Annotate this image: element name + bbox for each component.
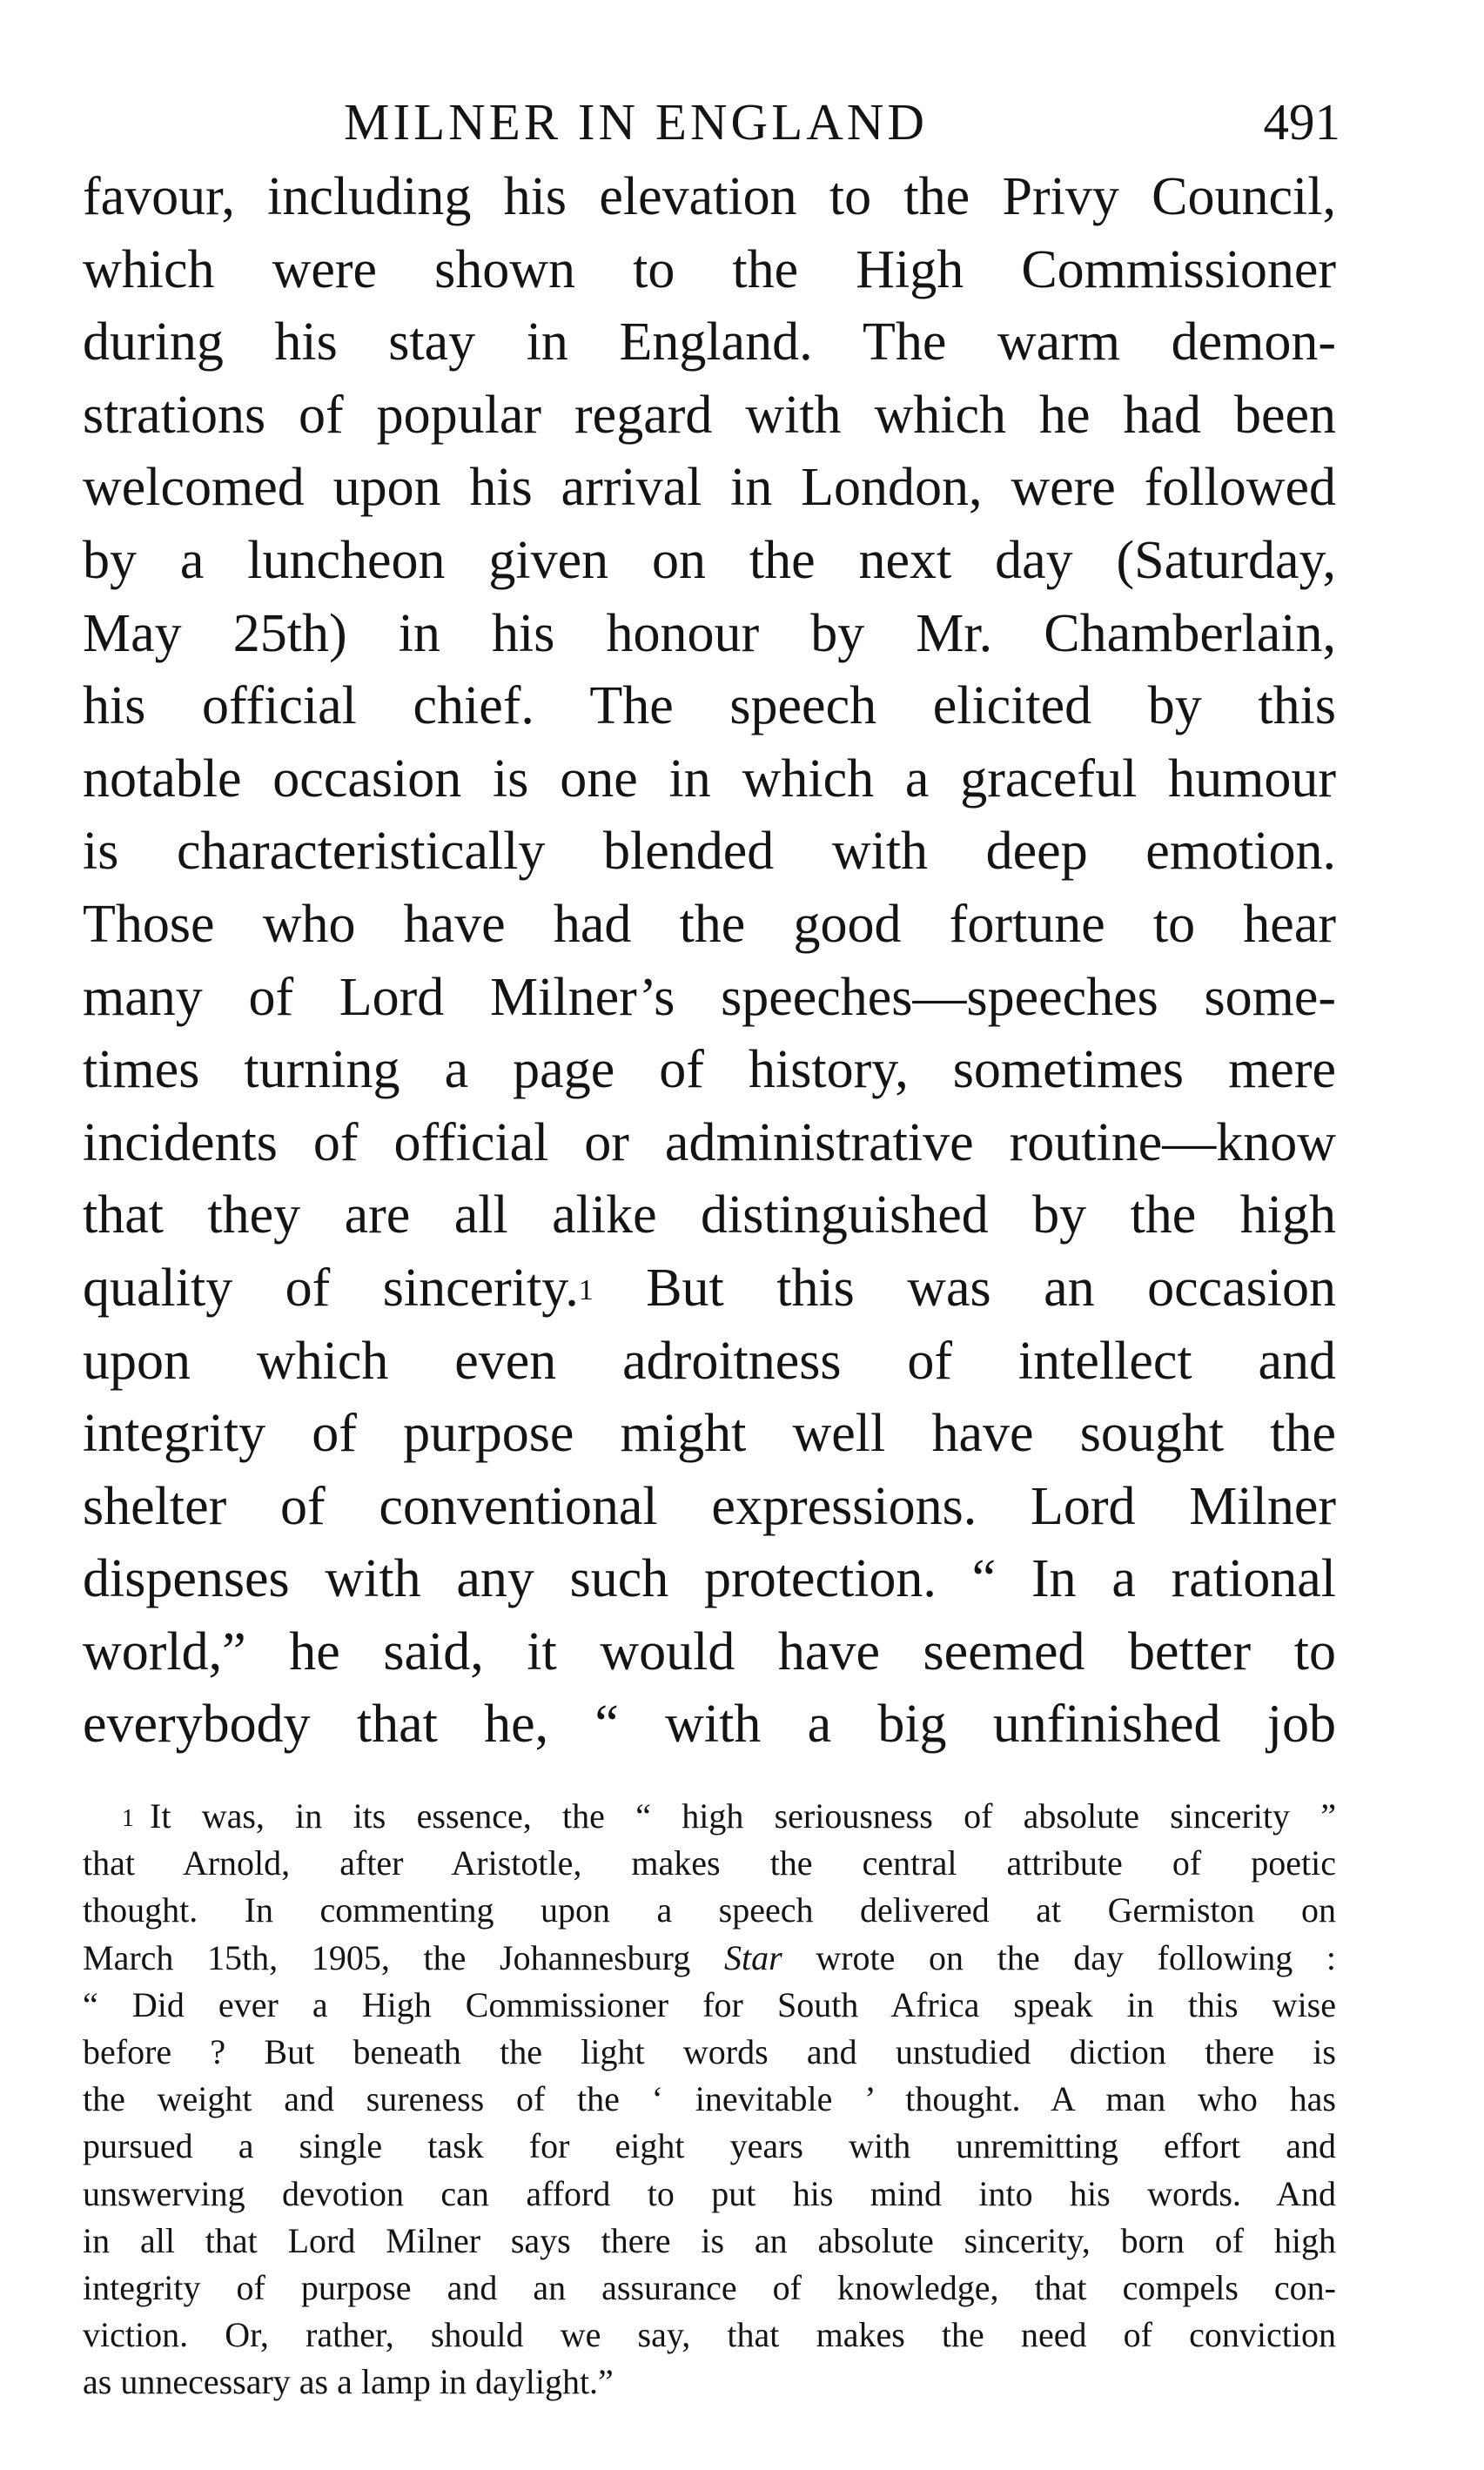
footnote-line-10: in all that Lord Milner says there is an absolute sincerity, born of high bbox=[83, 2220, 1336, 2260]
footnote-line-13: as unnecessary as a lamp in daylight.” bbox=[83, 2362, 614, 2402]
body-line-16-after: But this was an occasion bbox=[646, 1258, 1336, 1318]
body-line-12: many of Lord Milner’s speeches—speeches some- bbox=[83, 967, 1336, 1027]
page-number: 491 bbox=[1263, 93, 1340, 151]
footnote-line-9: unswerving devotion can afford to put his mind into his words. And bbox=[83, 2173, 1336, 2213]
footnote-line-1 bbox=[83, 1793, 1336, 1840]
footnote-line-6: before ? But beneath the light words and unstudied diction there is bbox=[83, 2032, 1336, 2071]
body-line-19: shelter of conventional expressions. Lord Milner bbox=[83, 1476, 1336, 1536]
footnote bbox=[83, 1793, 1336, 2406]
footnote-marker: 1 bbox=[122, 1804, 134, 1832]
body-line-7: May 25th) in his honour by Mr. Chamberlain, bbox=[83, 603, 1336, 663]
body-line-15: that they are all alike distinguished by the high bbox=[83, 1185, 1336, 1245]
footnote-newspaper-title: Star bbox=[723, 1937, 782, 1977]
body-line-4: strations of popular regard with which he had been bbox=[83, 385, 1336, 445]
body-line-16-text: quality of sincerity. bbox=[83, 1258, 579, 1318]
running-title: MILNER IN ENGLAND bbox=[344, 93, 929, 151]
body-line-13: times turning a page of history, sometimes mere bbox=[83, 1040, 1336, 1100]
body-line-5: welcomed upon his arrival in London, were followed bbox=[83, 458, 1336, 518]
footnote-line-8: pursued a single task for eight years with unremitting effort and bbox=[83, 2126, 1336, 2166]
footnote-line-11: integrity of purpose and an assurance of knowledge, that compels con- bbox=[83, 2267, 1336, 2307]
footnote-line-4 bbox=[83, 1935, 1336, 1982]
body-line-18: integrity of purpose might well have sought the bbox=[83, 1404, 1336, 1464]
footnote-line-1-text: It was, in its essence, the “ high seriousness of absolute sincerity ” bbox=[150, 1796, 1336, 1836]
running-head bbox=[83, 83, 1340, 161]
body-line-6: by a luncheon given on the next day (Saturday, bbox=[83, 530, 1336, 590]
footnote-line-4-before: March 15th, 1905, the Johannesburg bbox=[83, 1937, 691, 1977]
body-line-8: his official chief. The speech elicited by this bbox=[83, 676, 1336, 736]
body-line-20: dispenses with any such protection. “ In a rational bbox=[83, 1549, 1336, 1609]
body-line-16 bbox=[83, 1252, 1336, 1326]
body-line-22: everybody that he, “ with a big unfinished job bbox=[83, 1695, 1336, 1755]
body-line-21: world,” he said, it would have seemed better to bbox=[83, 1621, 1336, 1681]
body-paragraph bbox=[83, 161, 1336, 1762]
footnote-line-4-after: wrote on the day following : bbox=[816, 1937, 1336, 1977]
body-line-10: is characteristically blended with deep emotion. bbox=[83, 822, 1336, 882]
body-line-3: during his stay in England. The warm demon- bbox=[83, 312, 1336, 373]
body-line-17: upon which even adroitness of intellect and bbox=[83, 1331, 1336, 1391]
footnote-line-7: the weight and sureness of the ‘ inevitable ’ thought. A man who has bbox=[83, 2079, 1336, 2119]
body-line-14: incidents of official or administrative routine—know bbox=[83, 1112, 1336, 1172]
footnote-line-12: viction. Or, rather, should we say, that makes the need of conviction bbox=[83, 2315, 1336, 2355]
footnote-line-3: thought. In commenting upon a speech delivered at Germiston on bbox=[83, 1890, 1336, 1930]
body-line-1: favour, including his elevation to the Privy Council, bbox=[83, 167, 1336, 226]
footnote-line-5: “ Did ever a High Commissioner for South Africa speak in this wise bbox=[83, 1984, 1336, 2024]
book-page bbox=[83, 83, 1340, 2406]
body-line-2: which were shown to the High Commissioner bbox=[83, 239, 1336, 299]
footnote-reference: 1 bbox=[578, 1273, 594, 1306]
footnote-line-2: that Arnold, after Aristotle, makes the central attribute of poetic bbox=[83, 1843, 1336, 1883]
body-line-9: notable occasion is one in which a graceful humour bbox=[83, 748, 1336, 809]
body-line-11: Those who have had the good fortune to hear bbox=[83, 894, 1336, 954]
